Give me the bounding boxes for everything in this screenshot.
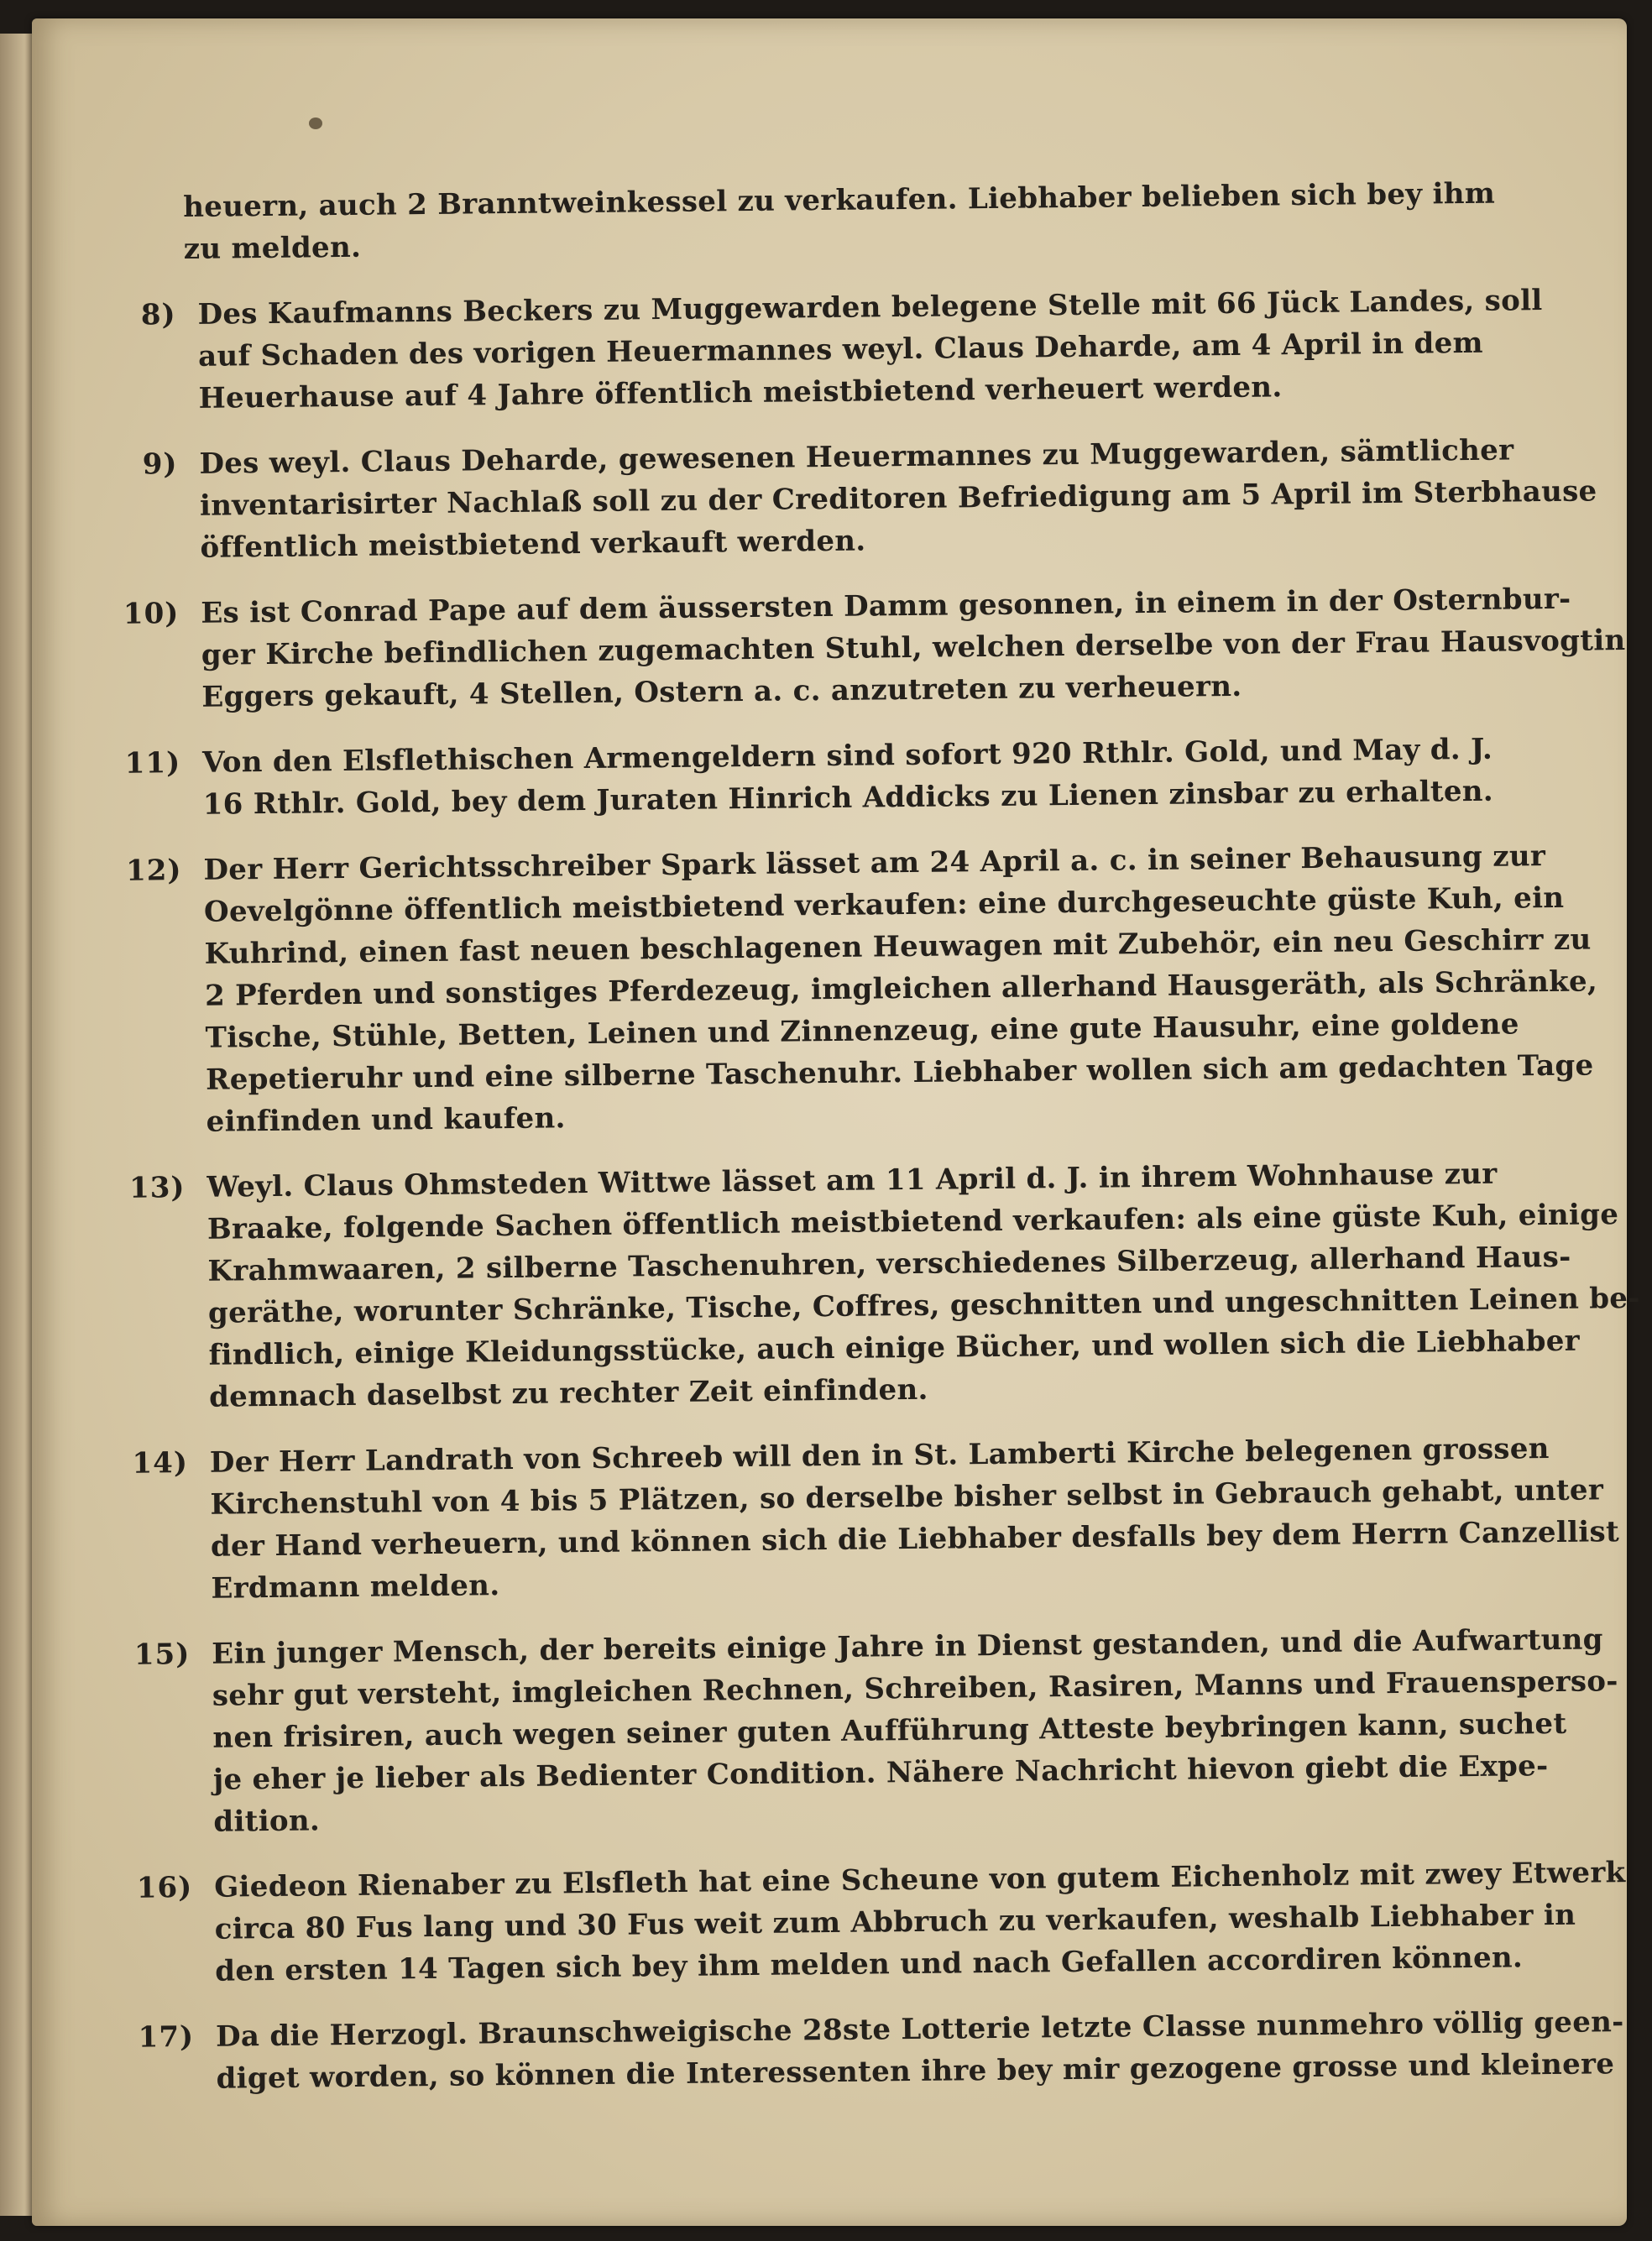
text-line: Krahmwaaren, 2 silberne Taschenuhren, verschiedenes Silberzeug, allerhand Haus-: [207, 1240, 1571, 1288]
notice-item: [124, 729, 1494, 826]
text-line: Eggers gekauft, 4 Stellen, Ostern a. c. anzutreten zu verheuern.: [201, 669, 1242, 714]
text-line: inventarisirter Nachlaß soll zu der Creditoren Befriedigung am 5 April im Sterbhause: [199, 474, 1597, 523]
notice-item: [138, 2003, 1624, 2100]
text-line: Braake, folgende Sachen öffentlich meistbietend verkaufen: als eine güste Kuh, einige: [206, 1198, 1619, 1246]
text-line: Kirchenstuhl von 4 bis 5 Plätzen, so derselbe bisher selbst in Gebrauch gehabt, unter: [210, 1473, 1604, 1522]
text-line: Der Herr Gerichtsschreiber Spark lässet am 24 April a. c. in seiner Behausung zur: [203, 839, 1546, 887]
text-line: öffentlich meistbietend verkauft werden.: [200, 524, 866, 565]
text-line: Weyl. Claus Ohmsteden Wittwe lässet am 11 April d. J. in ihrem Wohnhause zur: [206, 1157, 1498, 1204]
text-line: ger Kirche befindlichen zugemachten Stuhl, welchen derselbe von der Frau Hausvogtin: [201, 624, 1626, 672]
document-page: [32, 18, 1640, 2226]
item-number: 16): [136, 1870, 193, 1905]
text-line: der Hand verheuern, und können sich die Liebhaber desfalls bey dem Herrn Canzellist: [210, 1515, 1620, 1564]
text-line: Ein junger Mensch, der bereits einige Jahre in Dienst gestanden, und die Aufwartung: [212, 1622, 1603, 1671]
notice-item: [128, 1154, 1640, 1418]
item-number: 15): [133, 1638, 191, 1672]
text-line: nen frisiren, auch wegen seiner guten Aufführung Atteste beybringen kann, suchet: [212, 1706, 1567, 1755]
item-number: 8): [140, 298, 176, 332]
text-line: Heuerhause auf 4 Jahre öffentlich meistbietend verheuert werden.: [198, 370, 1283, 415]
text-line: 16 Rthlr. Gold, bey dem Juraten Hinrich Addicks zu Lienen zinsbar zu erhalten.: [202, 774, 1494, 822]
text-line: dition.: [213, 1804, 321, 1839]
text-line: circa 80 Fus lang und 30 Fus weit zum Abbruch zu verkaufen, weshalb Liebhaber in: [214, 1898, 1576, 1946]
text-line: den ersten 14 Tagen sich bey ihm melden und nach Gefallen accordiren können.: [215, 1941, 1524, 1988]
intro-paragraph: [183, 174, 1496, 270]
text-line: Kuhrind, einen fast neuen beschlagenen Heuwagen mit Zubehör, ein neu Geschirr zu: [204, 922, 1592, 971]
text-line: je eher je lieber als Bedienter Condition. Nähere Nachricht hievon giebt die Expe-: [212, 1749, 1549, 1797]
text-line: Repetieruhr und eine silberne Taschenuhr. Liebhaber wollen sich am gedachten Tage: [205, 1048, 1594, 1097]
text-line: zu melden.: [183, 230, 362, 266]
notice-item: [133, 1621, 1618, 1843]
ink-spot: [309, 118, 322, 129]
text-line: Da die Herzogl. Braunschweigische 28ste Lotterie letzte Classe nunmehro völlig geen-: [215, 2005, 1624, 2054]
text-line: Giedeon Rienaber zu Elsfleth hat eine Scheune von gutem Eichenholz mit zwey Etwerk: [214, 1856, 1626, 1904]
text-line: Es ist Conrad Pape auf dem äussersten Damm gesonnen, in einem in der Osternbur-: [201, 582, 1571, 630]
text-line: Des weyl. Claus Deharde, gewesenen Heuermannes zu Muggewarden, sämtlicher: [199, 433, 1514, 481]
item-number: 17): [138, 2019, 195, 2055]
notice-item: [132, 1429, 1620, 1610]
text-line: Von den Elsflethischen Armengeldern sind sofort 920 Rthlr. Gold, und May d. J.: [201, 732, 1493, 780]
text-line: diget worden, so können die Interessenten ihre bey mir gezogene grosse und kleinere: [216, 2047, 1615, 2096]
item-number: 12): [125, 854, 182, 888]
text-line: heuern, auch 2 Branntweinkessel zu verkaufen. Liebhaber belieben sich bey ihm: [183, 176, 1496, 224]
item-number: 11): [124, 746, 181, 781]
item-number: 13): [128, 1171, 186, 1205]
text-line: demnach daselbst zu rechter Zeit einfinden.: [208, 1372, 928, 1414]
text-line: geräthe, worunter Schränke, Tische, Coffres, geschnitten und ungeschnitten Leinen be-: [207, 1281, 1640, 1330]
notice-item: [140, 281, 1543, 420]
text-line: 2 Pferden und sonstiges Pferdezeug, imgleichen allerhand Hausgeräth, als Schränke,: [204, 964, 1598, 1013]
previous-page-edge: [0, 34, 35, 2216]
page-text: [123, 174, 1640, 2123]
notice-item: [142, 431, 1597, 569]
text-line: findlich, einige Kleidungsstücke, auch einige Bücher, und wollen sich die Liebhaber: [208, 1324, 1581, 1372]
text-line: Oevelgönne öffentlich meistbietend verkaufen: eine durchgeseuchte güste Kuh, ein: [203, 880, 1565, 929]
item-number: 14): [132, 1446, 189, 1481]
text-line: sehr gut versteht, imgleichen Rechnen, Schreiben, Rasiren, Manns und Frauensperso-: [212, 1664, 1618, 1713]
text-line: Tische, Stühle, Betten, Leinen und Zinnenzeug, eine gute Hausuhr, eine goldene: [205, 1007, 1519, 1055]
text-line: einfinden und kaufen.: [206, 1101, 566, 1139]
notice-item: [123, 580, 1626, 718]
item-number: 9): [142, 447, 178, 482]
text-line: Des Kaufmanns Beckers zu Muggewarden belegene Stelle mit 66 Jück Landes, soll: [197, 284, 1543, 332]
notice-item: [125, 837, 1598, 1143]
text-line: auf Schaden des vorigen Heuermannes weyl. Claus Deharde, am 4 April in dem: [197, 326, 1484, 374]
text-line: Der Herr Landrath von Schreeb will den in St. Lamberti Kirche belegenen grossen: [209, 1432, 1550, 1480]
item-number: 10): [123, 597, 180, 631]
notice-item: [136, 1854, 1626, 1993]
text-line: Erdmann melden.: [211, 1569, 500, 1606]
